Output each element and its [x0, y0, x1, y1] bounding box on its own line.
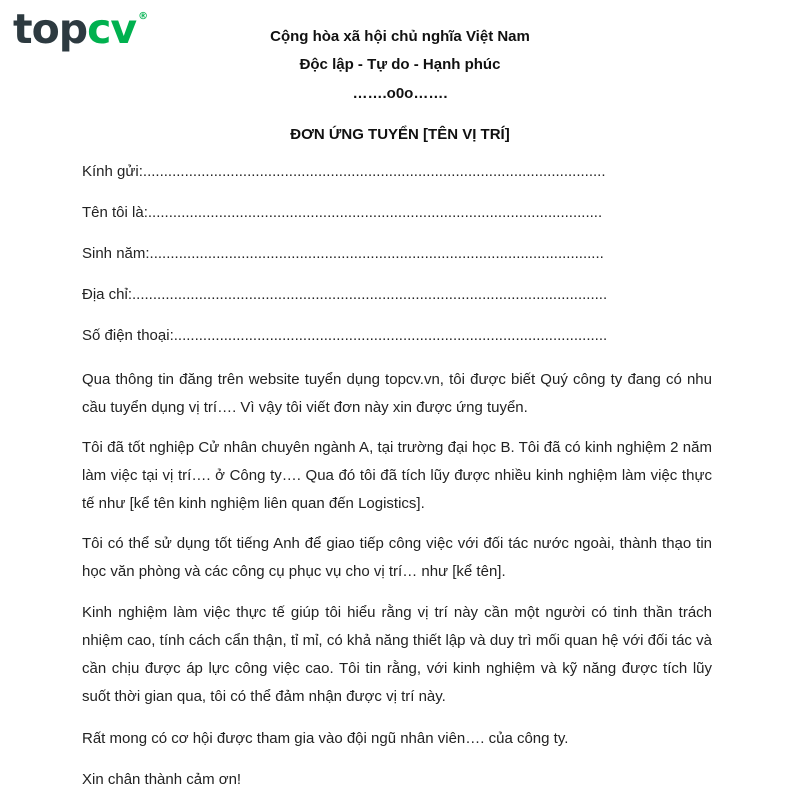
paragraph-hope: Rất mong có cơ hội được tham gia vào đội ngũ nhân viên…. của công ty.: [82, 730, 569, 747]
field-recipient: Kính gửi:...............................................................................................................: [82, 163, 606, 180]
paragraph-experience: Kinh nghiệm làm việc thực tế giúp tôi hiểu rằng vị trí này cần một người có tinh thần trách nhiệm cao, tính cách cẩn thận, tỉ mỉ, có khả năng thiết lập và duy trì mối quan hệ với đối tác và cần chịu được áp lực công việc cao. Tôi tin rằng, với kinh nghiệm và kỹ năng được tích lũy suốt thời gian qua, tôi có thể đảm nhận được vị trí này.: [82, 604, 712, 705]
national-motto: Độc lập - Tự do - Hạnh phúc: [299, 56, 501, 73]
document-title: ĐƠN ỨNG TUYỂN [TÊN VỊ TRÍ]: [290, 126, 510, 143]
field-birth-year: Sinh năm:.............................................................................................................: [82, 245, 604, 262]
logo-top-text: top: [13, 5, 88, 53]
field-name: Tên tôi là:.............................................................................................................: [82, 204, 603, 221]
field-address: Địa chỉ:..................................................................................................................: [82, 286, 608, 303]
logo-cv-text: cv: [87, 5, 137, 53]
national-title: Cộng hòa xã hội chủ nghĩa Việt Nam: [270, 28, 530, 45]
field-phone: Số điện thoại:........................................................................................................: [82, 327, 608, 344]
paragraph-skills: Tôi có thể sử dụng tốt tiếng Anh để giao tiếp công việc với đối tác nước ngoài, thành thạo tin học văn phòng và các công cụ phục vụ cho vị trí… như [kể tên].: [82, 535, 712, 580]
paragraph-thanks: Xin chân thành cảm ơn!: [82, 771, 242, 788]
paragraph-intro: Qua thông tin đăng trên website tuyển dụng topcv.vn, tôi được biết Quý công ty đang có nhu cầu tuyển dụng vị trí…. Vì vậy tôi viết đơn này xin được ứng tuyển.: [82, 371, 712, 416]
header-separator: …….o0o…….: [352, 85, 448, 102]
logo-registered-mark: ®: [138, 11, 148, 22]
paragraph-education: Tôi đã tốt nghiệp Cử nhân chuyên ngành A, tại trường đại học B. Tôi đã có kinh nghiệm 2 năm làm việc tại vị trí…. ở Công ty…. Qua đó tôi đã tích lũy được nhiều kinh nghiệm làm việc thực tế như [kể tên kinh nghiệm liên quan đến Logistics].: [82, 439, 712, 512]
